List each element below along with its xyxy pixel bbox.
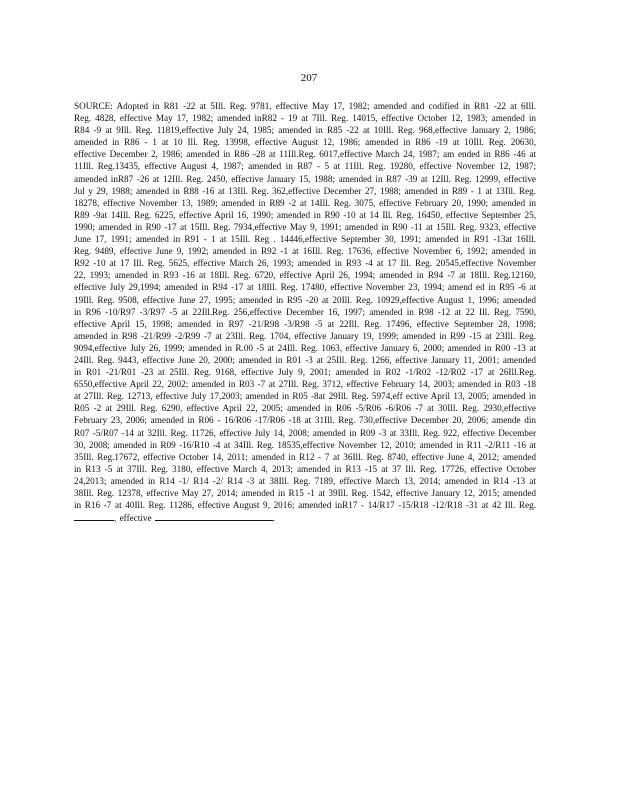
source-note-text: SOURCE: Adopted in R81 -22 at 5Ill. Reg. 9781, effective May 17, 1982; amended and codified in R81 -22 at 6Ill. Reg. 4828, effective May 17, 1982; amended inR82 - 19 at 7Ill. Reg. 14015, effective October 12, 1983; amended in R84 -9 at 9Ill. Reg. 11819,effective July 24, 1985; amended in R85 -22 at 10Ill. Reg. 968,effective January 2, 1986; amended in R86 - 1 at 10 Ill. Reg. 13998, effective August 12, 1986; amended in R86 -19 at 10Ill. Reg. 20630, effective December 2, 1986; amended in R86 -28 at 11Ill.Reg. 6017,effective March 24, 1987; am ended in R86 -46 at 11Ill. Reg.13435, effective August 4, 1987; amended in R87 - 5 at 11Ill. Reg. 19280, effective November 12, 1987; amended inR87 -26 at 12Ill. Reg. 2450, effective January 15, 1988; amended in R87 -39 at 12Ill. Reg. 12999, effective Jul y 29, 1988; amended in R88 -16 at 13Ill. Reg. 362,effective December 27, 1988; amended in R89 - 1 at 13Ill. Reg. 18278, effective November 13, 1989; amended in R89 -2 at 14Ill. Reg. 3075, effective February 20, 1990; amended in R89 -9at 14Ill. Reg. 6225, effective April 16, 1990; amended in R90 -10 at 14 Ill. Reg. 16450, effective September 25, 1990; amended in R90 -17 at 15Ill. Reg. 7934,effective May 9, 1991; amended in R90 -11 at 15Ill. Reg. 9323, effective June 17, 1991; amended in R91 - 1 at 15Ill. Reg . 14446,effective September 30, 1991; amended in R91 -13at 16Ill. Reg. 9489, effective June 9, 1992; amended in R92 -1 at 16Ill. Reg. 17636, effective November 6, 1992; amended in R92 -10 at 17 Ill. Reg. 5625, effective March 26, 1993; amended in R93 -4 at 17 Ill. Reg. 20545,effective November 22, 1993; amended in R93 -16 at 18Ill. Reg. 6720, effective April 26, 1994; amended in R94 -7 at 18Ill. Reg.12160, effective July 29,1994; amended in R94 -17 at 18Ill. Reg. 17480, effective November 23, 1994; amend ed in R95 -6 at 19Ill. Reg. 9508, effective June 27, 1995; amended in R95 -20 at 20Ill. Reg. 10929,effective August 1, 1996; amended in R96 -10/R97 -3/R97 -5 at 22Ill.Reg. 256,effective December 16, 1997; amended in R98 -12 at 22 Ill. Reg. 7590, effective April 15, 1998; amended in R97 -21/R98 -3/R98 -5 at 22Ill. Reg. 17496, effective September 28, 1998; amended in R98 -21/R99 -2/R99 -7 at 23Ill. Reg. 1704, effective January 19, 1999; amended in R99 -15 at 23Ill. Reg. 9094,effective July 26, 1999; amended in R.00 -5 at 24Ill. Reg. 1063, effective January 6, 2000; amended in R00 -13 at 24Ill. Reg. 9443, effective June 20, 2000; amended in R01 -3 at 25Ill. Reg. 1266, effective January 11, 2001; amended in R01 -21/R01 -23 at 25Ill. Reg. 9168, effective July 9, 2001; amended in R02 -1/R02 -12/R02 -17 at 26Ill.Reg. 6550,effective April 22, 2002; amended in R03 -7 at 27Ill. Reg. 3712, effective February 14, 2003; amended in R03 -18 at 27Ill. Reg. 12713, effective July 17,2003; amended in R05 -8at 29Ill. Reg. 5974,eff ective April 13, 2005; amended in R05 -2 at 29Ill. Reg. 6290, effective April 22, 2005; amended in R06 -5/R06 -6/R06 -7 at 30Ill. Reg. 2930,effective February 23, 2006; amended in R06 - 16/R06 -17/R06 -18 at 31Ill. Reg. 730,effective December 20, 2006; amende din R07 -5/R07 -14 at 32Ill. Reg. 11726, effective July 14, 2008; amended in R09 -3 at 33Ill. Reg. 922, effective December 30, 2008; amended in R09 -16/R10 -4 at 34Ill. Reg. 18535,effective November 12, 2010; amended in R11 -2/R11 -16 at 35Ill. Reg.17672, effective October 14, 2011; amended in R12 - 7 at 36Ill. Reg. 8740, effective June 4, 2012; amended in R13 -5 at 37Ill. Reg. 3180, effective March 4, 2013; amended in R13 -15 at 37 Ill. Reg. 17726, effective October 24,2013; amended in R14 -1/ R14 -2/ R14 -3 at 38Ill. Reg. 7189, effective March 13, 2014; amended in R14 -13 at 38Ill. Reg. 12378, effective May 27, 2014; amended in R15 -1 at 39Ill. Reg. 1542, effective January 12, 2015; amended in R16 -7 at 40Ill. Reg. 11286, effective August 9, 2016; amended inR17 - 14/R17 -15/R18 -12/R18 -31 at 42 Ill. Reg. xyxy=(74,101,536,511)
register-page-blank xyxy=(74,511,114,521)
effective-date-blank xyxy=(155,511,276,524)
source-note-effective: effective xyxy=(119,513,152,524)
page-number: 207 xyxy=(300,72,318,84)
source-note-period: . xyxy=(272,513,276,524)
source-note-paragraph: SOURCE: Adopted in R81 -22 at 5Ill. Reg. 9781, effective May 17, 1982; amended and codified in R81 -22 at 6Ill. Reg. 4828, effective May 17, 1982; amended inR82 - 19 at 7Ill. Reg. 14015, effective October 12, 1983; amended in R84 -9 at 9Ill. Reg. 11819,effective July 24, 1985; amended in R85 -22 at 10Ill. Reg. 968,effective January 2, 1986; amended in R86 - 1 at 10 Ill. Reg. 13998, effective August 12, 1986; amended in R86 -19 at 10Ill. Reg. 20630, effective December 2, 1986; amended in R86 -28 at 11Ill.Reg. 6017,effective March 24, 1987; am ended in R86 -46 at 11Ill. Reg.13435, effective August 4, 1987; amended in R87 - 5 at 11Ill. Reg. 19280, effective November 12, 1987; amended inR87 -26 at 12Ill. Reg. 2450, effective January 15, 1988; amended in R87 -39 at 12Ill. Reg. 12999, effective Jul y 29, 1988; amended in R88 -16 at 13Ill. Reg. 362,effective December 27, 1988; amended in R89 - 1 at 13Ill. Reg. 18278, effective November 13, 1989; amended in R89 -2 at 14Ill. Reg. 3075, effective February 20, 1990; amended in R89 -9at 14Ill. Reg. 6225, effective April 16, 1990; amended in R90 -10 at 14 Ill. Reg. 16450, effective September 25, 1990; amended in R90 -17 at 15Ill. Reg. 7934,effective May 9, 1991; amended in R90 -11 at 15Ill. Reg. 9323, effective June 17, 1991; amended in R91 - 1 at 15Ill. Reg . 14446,effective September 30, 1991; amended in R91 -13at 16Ill. Reg. 9489, effective June 9, 1992; amended in R92 -1 at 16Ill. Reg. 17636, effective November 6, 1992; amended in R92 -10 at 17 Ill. Reg. 5625, effective March 26, 1993; amended in R93 -4 at 17 Ill. Reg. 20545,effective November 22, 1993; amended in R93 -16 at 18Ill. Reg. 6720, effective April 26, 1994; amended in R94 -7 at 18Ill. Reg.12160, effective July 29,1994; amended in R94 -17 at 18Ill. Reg. 17480, effective November 23, 1994; amend ed in R95 -6 at 19Ill. Reg. 9508, effective June 27, 1995; amended in R95 -20 at 20Ill. Reg. 10929,effective August 1, 1996; amended in R96 -10/R97 -3/R97 -5 at 22Ill.Reg. 256,effective December 16, 1997; amended in R98 -12 at 22 Ill. Reg. 7590, effective April 15, 1998; amended in R97 -21/R98 -3/R98 -5 at 22Ill. Reg. 17496, effective September 28, 1998; amended in R98 -21/R99 -2/R99 -7 at 23Ill. Reg. 1704, effective January 19, 1999; amended in R99 -15 at 23Ill. Reg. 9094,effective July 26, 1999; amended in R.00 -5 at 24Ill. Reg. 1063, effective January 6, 2000; amended in R00 -13 at 24Ill. Reg. 9443, effective June 20, 2000; amended in R01 -3 at 25Ill. Reg. 1266, effective January 11, 2001; amended in R01 -21/R01 -23 at 25Ill. Reg. 9168, effective July 9, 2001; amended in R02 -1/R02 -12/R02 -17 at 26Ill.Reg. 6550,effective April 22, 2002; amended in R03 -7 at 27Ill. Reg. 3712, effective February 14, 2003; amended in R03 -18 at 27Ill. Reg. 12713, effective July 17,2003; amended in R05 -8at 29Ill. Reg. 5974,eff ective April 13, 2005; amended in R05 -2 at 29Ill. Reg. 6290, effective April 22, 2005; amended in R06 -5/R06 -6/R06 -7 at 30Ill. Reg. 2930,effective February 23, 2006; amended in R06 - 16/R06 -17/R06 -18 at 31Ill. Reg. 730,effective December 20, 2006; amende din R07 -5/R07 -14 at 32Ill. Reg. 11726, effective July 14, 2008; amended in R09 -3 at 33Ill. Reg. 922, effective December 30, 2008; amended in R09 -16/R10 -4 at 34Ill. Reg. 18535,effective November 12, 2010; amended in R11 -2/R11 -16 at 35Ill. Reg.17672, effective October 14, 2011; amended in R12 - 7 at 36Ill. Reg. 8740, effective June 4, 2012; amended in R13 -5 at 37Ill. Reg. 3180, effective March 4, 2013; amended in R13 -15 at 37 Ill. Reg. 17726, effective October 24,2013; amended in R14 -1/ R14 -2/ R14 -3 at 38Ill. Reg. 7189, effective March 13, 2014; amended in R14 -13 at 38Ill. Reg. 12378, effective May 27, 2014; amended in R15 -1 at 39Ill. Reg. 1542, effective January 12, 2015; amended in R16 -7 at 40Ill. Reg. 11286, effective August 9, 2016; amended inR17 - 14/R17 -15/R18 -12/R18 -31 at 42 Ill. Reg. , effective . xyxy=(74,101,536,524)
